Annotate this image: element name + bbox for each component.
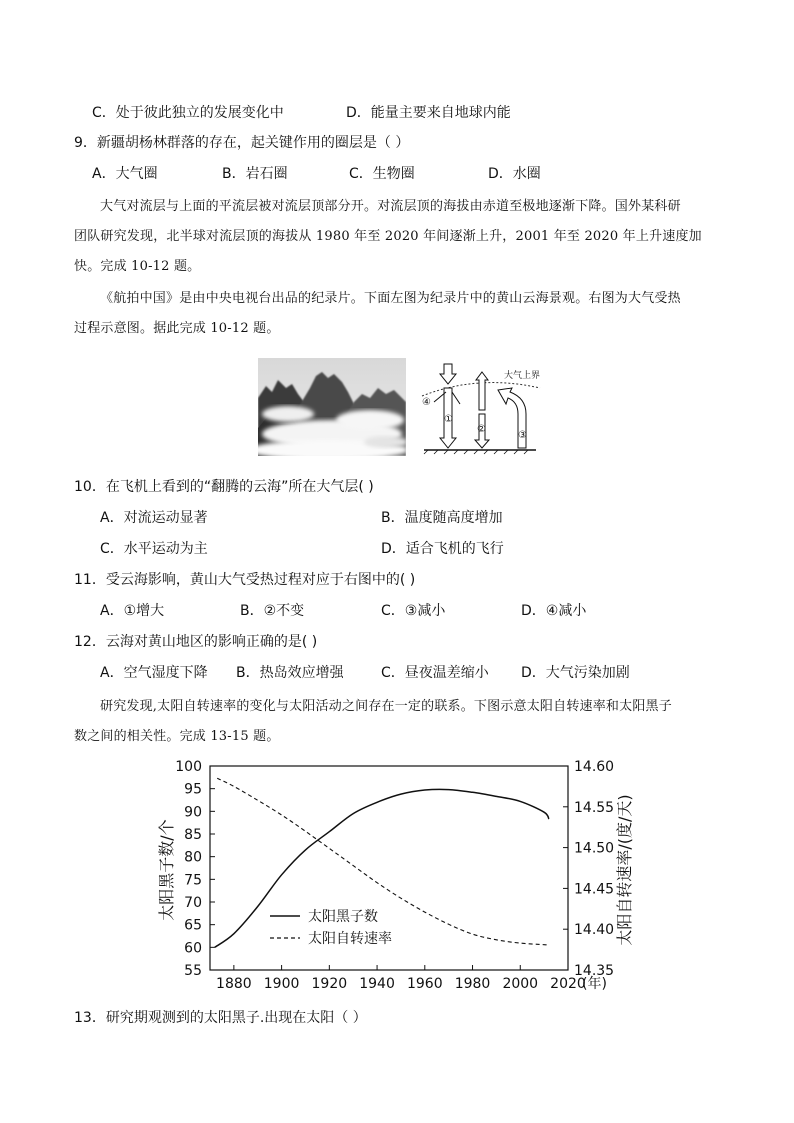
q9-option-b: B．岩石圈 [222, 166, 288, 182]
q11-option-b: B．②不变 [240, 603, 305, 619]
chart-legend [270, 908, 392, 947]
y-left-tick-label: 95 [184, 781, 202, 798]
passage3-line2: 数之间的相关性。完成 13-15 题。 [74, 729, 280, 744]
q12-option-d: D．大气污染加剧 [521, 665, 630, 681]
passage2-line1: 《航拍中国》是由中央电视台出品的纪录片。下面左图为纪录片中的黄山云海景观。右图为大气受热 [100, 291, 681, 306]
q12-option-a: A．空气湿度下降 [100, 665, 208, 681]
x-tick-label: 1940 [359, 976, 395, 992]
legend-sunspot: 太阳黑子数 [308, 909, 378, 925]
q8-option-d: D．能量主要来自地球内能 [346, 105, 511, 121]
y-left-tick-label: 80 [184, 849, 202, 866]
label-3: ③ [518, 430, 527, 441]
x-axis-label: (年) [582, 976, 607, 992]
label-1: ① [444, 414, 453, 425]
q12-option-c: C．昼夜温差缩小 [381, 665, 489, 681]
y-axis-left-label: 太阳黑子数/个 [157, 819, 176, 921]
x-tick-label: 1960 [406, 976, 443, 992]
passage1-line1: 大气对流层与上面的平流层被对流层顶部分开。对流层顶的海拔由赤道至极地逐渐下降。国外某科研 [100, 199, 681, 214]
y-right-tick-label: 14.40 [574, 922, 615, 939]
x-tick-label: 1900 [263, 976, 300, 992]
y-axis-right-label: 太阳自转速率/(度/天) [615, 794, 634, 946]
q10-option-b: B．温度随高度增加 [381, 510, 503, 526]
q8-option-c: C．处于彼此独立的发展变化中 [92, 105, 284, 121]
q12-option-b: B．热岛效应增强 [236, 665, 344, 681]
x-tick-label: 1880 [216, 976, 252, 992]
y-left-tick-label: 55 [184, 963, 202, 979]
sunspot-rotation-chart [150, 756, 640, 994]
q10-option-a: A．对流运动显著 [100, 510, 208, 526]
y-left-tick-label: 65 [184, 917, 202, 934]
label-atmosphere-top: 大气上界 [504, 371, 541, 381]
y-right-tick-label: 14.55 [574, 799, 615, 816]
arrow-solar-top [440, 364, 456, 384]
x-tick-label: 2020 [550, 976, 586, 992]
y-left-tick-label: 70 [184, 895, 202, 911]
label-4: ④ [422, 397, 431, 408]
passage1-line3: 快。完成 10-12 题。 [74, 259, 201, 274]
huangshan-cloud-sea-photo [258, 358, 406, 456]
y-left-tick-label: 60 [184, 940, 202, 957]
q10-option-d: D．适合飞机的飞行 [381, 541, 504, 557]
q10-option-c: C．水平运动为主 [100, 541, 208, 557]
q10-stem: 10．在飞机上看到的“翻腾的云海”所在大气层( ) [74, 479, 374, 495]
passage2-line2: 过程示意图。据此完成 10-12 题。 [74, 321, 280, 336]
y-right-tick-label: 14.35 [574, 963, 615, 979]
x-tick-label: 1980 [454, 976, 491, 992]
y-right-tick-label: 14.45 [574, 881, 615, 898]
series-line-sunspot [215, 789, 549, 947]
q11-option-c: C．③减小 [381, 603, 446, 619]
q9-option-c: C．生物圈 [349, 166, 415, 182]
y-right-tick-label: 14.50 [574, 840, 615, 857]
q12-stem: 12．云海对黄山地区的影响正确的是( ) [74, 634, 318, 650]
passage3-line1: 研究发现,太阳自转速率的变化与太阳活动之间存在一定的联系。下图示意太阳自转速率和太阳黑子 [100, 699, 672, 714]
q9-stem: 9．新疆胡杨林群落的存在，起关键作用的圈层是（ ） [74, 135, 410, 151]
q11-option-d: D．④减小 [521, 603, 587, 619]
q13-stem: 13．研究期观测到的太阳黑子.出现在太阳（ ） [74, 1010, 367, 1026]
q11-stem: 11．受云海影响，黄山大气受热过程对应于右图中的( ) [74, 572, 416, 588]
y-left-tick-label: 85 [184, 827, 202, 843]
y-right-tick-label: 14.60 [574, 759, 615, 775]
q9-option-a: A．大气圈 [92, 166, 158, 182]
passage1-line2: 团队研究发现，北半球对流层顶的海拔从 1980 年至 2020 年间逐渐上升，2001 年至 2020 年上升速度加 [74, 229, 702, 244]
q11-option-a: A．①增大 [100, 603, 165, 619]
series-line-rotation [217, 778, 549, 945]
x-tick-label: 1920 [311, 976, 348, 992]
y-left-tick-label: 90 [184, 804, 202, 821]
y-left-tick-label: 75 [184, 872, 202, 889]
y-left-tick-label: 100 [175, 759, 202, 775]
arrow-2-up [476, 372, 488, 410]
q9-option-d: D．水圈 [488, 166, 541, 182]
legend-rotation: 太阳自转速率 [308, 931, 392, 947]
x-tick-label: 2000 [502, 976, 539, 992]
atmospheric-heating-diagram [418, 358, 544, 456]
label-2: ② [477, 424, 486, 435]
